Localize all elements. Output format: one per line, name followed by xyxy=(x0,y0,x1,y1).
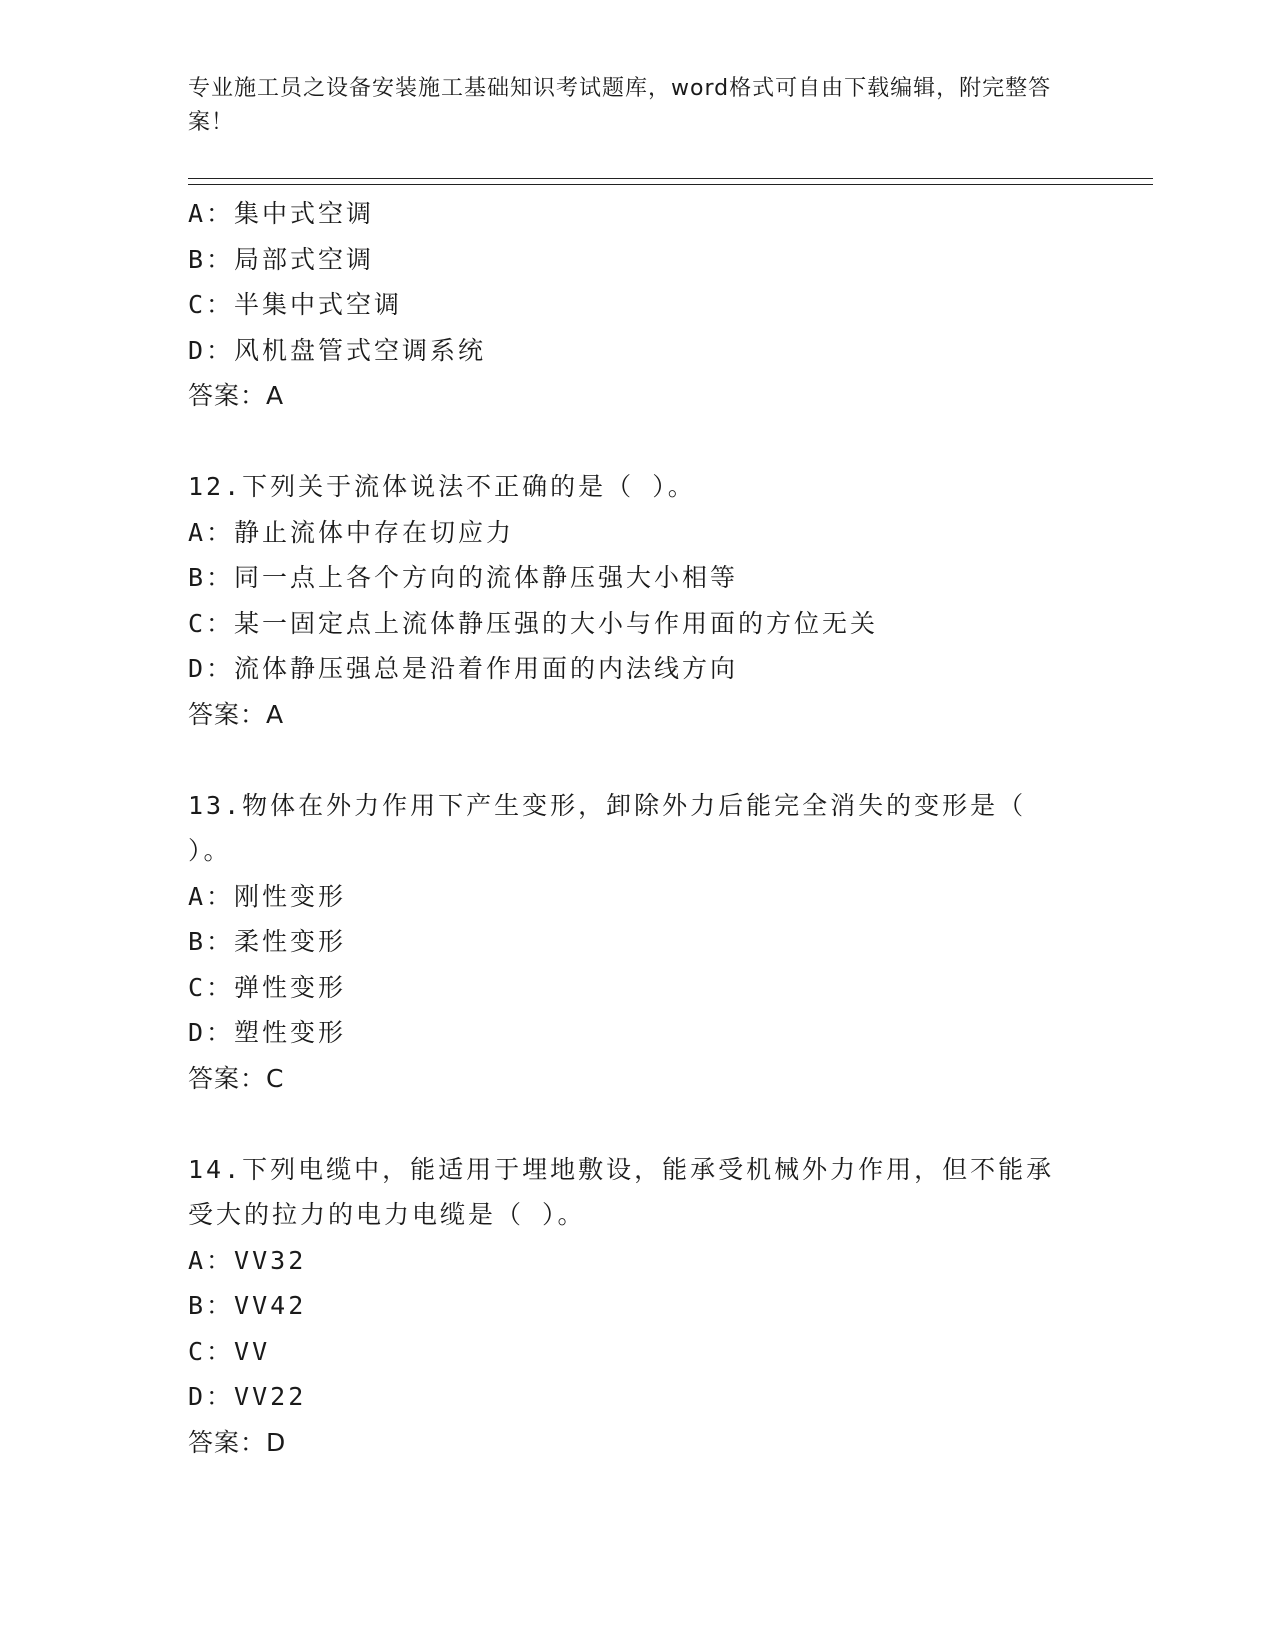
question-stem-line2: 受大的拉力的电力电缆是（ ）。 xyxy=(188,1200,586,1229)
answer-line: 答案：A xyxy=(188,699,285,729)
question-12 xyxy=(188,464,1088,737)
option-d: D：塑性变形 xyxy=(188,1018,347,1047)
question-content xyxy=(188,191,1088,1465)
option-d: D：VV22 xyxy=(188,1382,307,1411)
option-a: A：集中式空调 xyxy=(188,199,375,228)
option-d: D：流体静压强总是沿着作用面的内法线方向 xyxy=(188,654,739,683)
answer-line: 答案：A xyxy=(188,381,285,410)
option-a: A：VV32 xyxy=(188,1245,307,1275)
answer-line: 答案：D xyxy=(188,1427,287,1457)
option-d: D：风机盘管式空调系统 xyxy=(188,335,487,365)
question-stem-line1: 13.物体在外力作用下产生变形，卸除外力后能完全消失的变形是（ xyxy=(188,790,1027,820)
header-divider-bottom xyxy=(188,184,1153,185)
question-13 xyxy=(188,783,1088,1102)
option-a: A：静止流体中存在切应力 xyxy=(188,517,515,547)
option-c: C：半集中式空调 xyxy=(188,290,403,319)
option-c: C：弹性变形 xyxy=(188,972,347,1002)
option-b: B：VV42 xyxy=(188,1291,307,1320)
option-a: A：刚性变形 xyxy=(188,881,347,911)
option-c: C：VV xyxy=(188,1336,271,1366)
question-14 xyxy=(188,1147,1088,1466)
question-stem-line1: 14.下列电缆中，能适用于埋地敷设，能承受机械外力作用，但不能承 xyxy=(188,1154,1055,1184)
spacer xyxy=(188,1101,1088,1147)
header-divider-top xyxy=(188,178,1153,179)
spacer xyxy=(188,737,1088,783)
spacer xyxy=(188,419,1088,465)
option-b: B：同一点上各个方向的流体静压强大小相等 xyxy=(188,563,739,592)
document-header: 专业施工员之设备安装施工基础知识考试题库，word格式可自由下载编辑，附完整答案！ xyxy=(188,76,1052,135)
question-stem: 12.下列关于流体说法不正确的是（ ）。 xyxy=(188,472,696,501)
question-stem-line2: ）。 xyxy=(188,836,232,865)
option-b: B：局部式空调 xyxy=(188,244,375,274)
option-c: C：某一固定点上流体静压强的大小与作用面的方位无关 xyxy=(188,608,879,638)
answer-line: 答案：C xyxy=(188,1063,285,1093)
option-b: B：柔性变形 xyxy=(188,927,347,956)
question-11-tail xyxy=(188,191,1088,419)
